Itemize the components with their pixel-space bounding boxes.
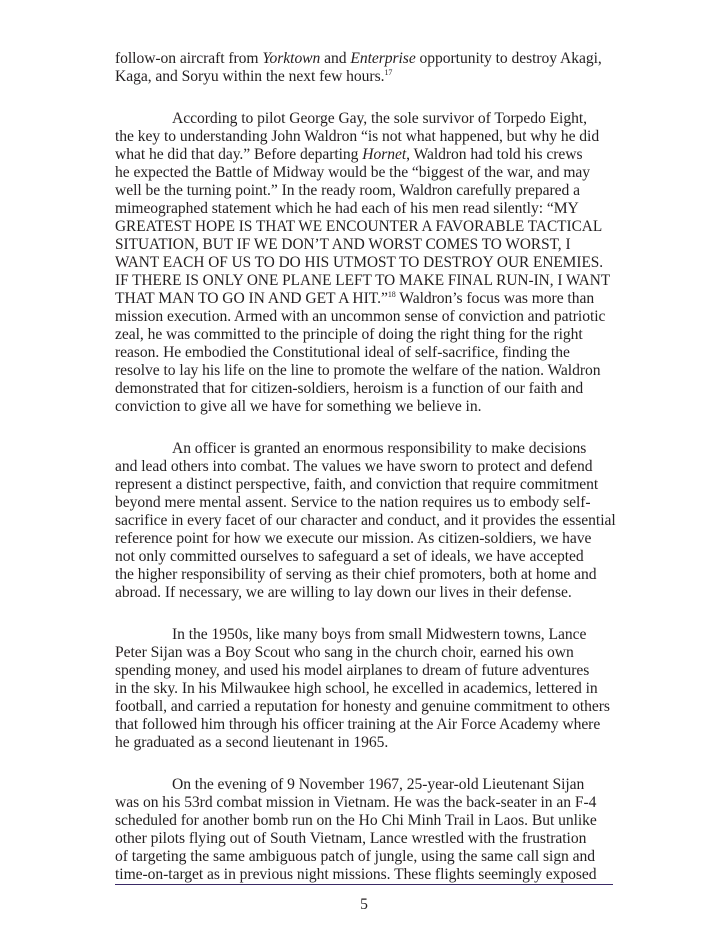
text-line: beyond mere mental assent. Service to the nation requires us to embody self-	[115, 494, 591, 511]
text-line: what he did that day.” Before departing Hornet, Waldron had told his crews	[115, 146, 583, 163]
text-line: WANT EACH OF US TO DO HIS UTMOST TO DESTROY OUR ENEMIES.	[115, 254, 604, 271]
text-line: time-on-target as in previous night missions. These flights seemingly exposed	[115, 866, 597, 883]
text-line: that followed him through his officer training at the Air Force Academy where	[115, 716, 601, 733]
text-line: the higher responsibility of serving as their chief promoters, both at home and	[115, 566, 597, 583]
text-line: the key to understanding John Waldron “is not what happened, but why he did	[115, 128, 600, 145]
text-line: follow-on aircraft from Yorktown and Enterprise opportunity to destroy Akagi,	[115, 50, 602, 67]
text-line: conviction to give all we have for something we believe in.	[115, 398, 482, 415]
text-line: According to pilot George Gay, the sole survivor of Torpedo Eight,	[172, 110, 587, 127]
text-line: Peter Sijan was a Boy Scout who sang in the church choir, earned his own	[115, 644, 574, 661]
text-line: other pilots flying out of South Vietnam, Lance wrestled with the frustration	[115, 830, 587, 847]
text-line: Kaga, and Soryu within the next few hours.$^{17}$	[115, 68, 393, 85]
text-line: abroad. If necessary, we are willing to lay down our lives in their defense.	[115, 584, 572, 601]
text-line: zeal, he was committed to the principle of doing the right thing for the right	[115, 326, 583, 343]
text-line: An officer is granted an enormous responsibility to make decisions	[172, 440, 587, 457]
text-line: and lead others into combat. The values we have sworn to protect and defend	[115, 458, 593, 475]
footer-rule	[115, 884, 613, 885]
text-line: GREATEST HOPE IS THAT WE ENCOUNTER A FAVORABLE TACTICAL	[115, 218, 603, 235]
footnote-marker: 18	[387, 290, 396, 299]
text-line: THAT MAN TO GO IN AND GET A HIT.”$^{18}$ Waldron’s focus was more than	[115, 290, 595, 307]
text-line: scheduled for another bomb run on the Ho Chi Minh Trail in Laos. But unlike	[115, 812, 597, 829]
text-line: mimeographed statement which he had each of his men read silently: “MY	[115, 200, 579, 217]
text-line: In the 1950s, like many boys from small Midwestern towns, Lance	[172, 626, 587, 643]
text-line: IF THERE IS ONLY ONE PLANE LEFT TO MAKE FINAL RUN-IN, I WANT	[115, 272, 611, 289]
text-line: not only committed ourselves to safeguard a set of ideals, we have accepted	[115, 548, 584, 565]
text-line: football, and carried a reputation for honesty and genuine commitment to others	[115, 698, 610, 715]
footnote-marker: 17	[384, 68, 393, 77]
text-line: he expected the Battle of Midway would be the “biggest of the war, and may	[115, 164, 591, 181]
text-line: well be the turning point.” In the ready room, Waldron carefully prepared a	[115, 182, 580, 199]
text-line: spending money, and used his model airplanes to dream of future adventures	[115, 662, 590, 679]
text-line: SITUATION, BUT IF WE DON’T AND WORST COMES TO WORST, I	[115, 236, 571, 253]
text-line: represent a distinct perspective, faith, and conviction that require commitment	[115, 476, 599, 493]
text-line: demonstrated that for citizen-soldiers, heroism is a function of our faith and	[115, 380, 584, 397]
text-line: he graduated as a second lieutenant in 1965.	[115, 734, 389, 751]
text-line: mission execution. Armed with an uncommon sense of conviction and patriotic	[115, 308, 606, 325]
text-line: of targeting the same ambiguous patch of jungle, using the same call sign and	[115, 848, 596, 865]
text-line: sacrifice in every facet of our character and conduct, and it provides the essential	[115, 512, 616, 529]
text-line: resolve to lay his life on the line to promote the welfare of the nation. Waldron	[115, 362, 601, 379]
text-line: reference point for how we execute our mission. As citizen-soldiers, we have	[115, 530, 592, 547]
text-line: in the sky. In his Milwaukee high school, he excelled in academics, lettered in	[115, 680, 598, 697]
text-line: reason. He embodied the Constitutional ideal of self-sacrifice, finding the	[115, 344, 570, 361]
text-line: was on his 53rd combat mission in Vietnam. He was the back-seater in an F-4	[115, 794, 597, 811]
page-number: 5	[360, 896, 368, 913]
text-line: On the evening of 9 November 1967, 25-year-old Lieutenant Sijan	[172, 776, 585, 793]
